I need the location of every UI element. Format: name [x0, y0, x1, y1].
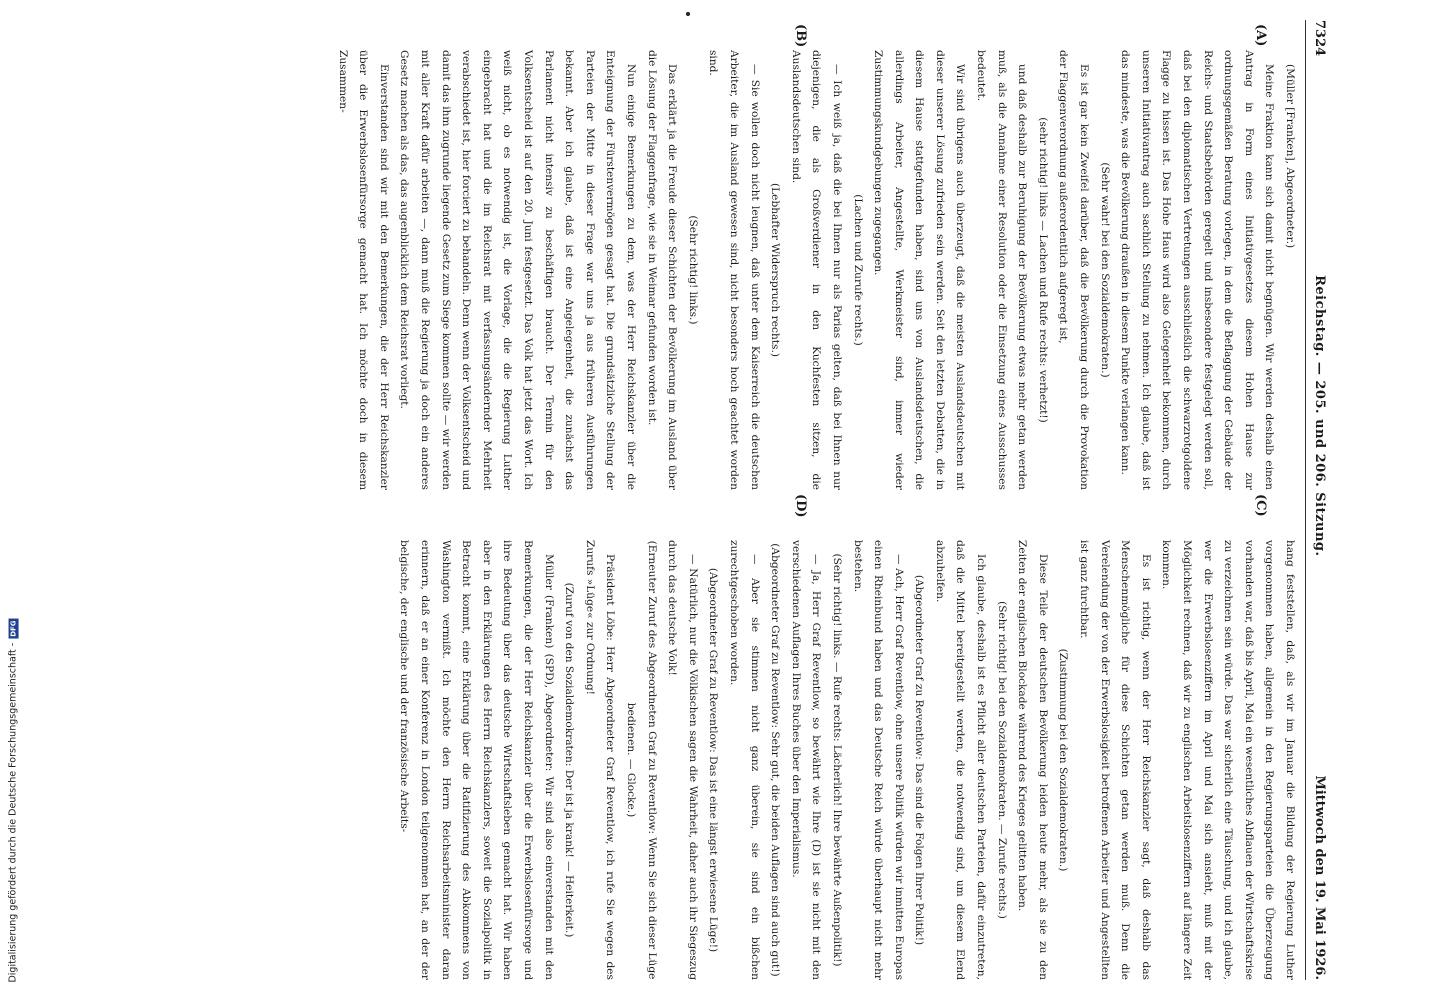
paragraph: Präsident Löbe: Herr Abgeordneter Graf Reventlow, ich rufe Sie wegen des Zurufs »Lüge« zur Ordnung! [583, 540, 617, 980]
interjection: (Abgeordneter Graf zu Reventlow: Das ist eine längst erwiesene Lüge!) [707, 567, 720, 953]
dfg-logo: DFG [9, 619, 17, 637]
paragraph: Müller (Franken) (SPD), Abgeordneter: Wir sind also einverstanden mit den Bemerkungen, die der Herr Reichskanzler über die Erwerbslosenfürsorge und ihre Bedeutung über das deutsche Wirtschaftsleben gemacht hat. Wir haben aber in den Erklärungen des Herrn Reichskanzlers, soweit die Sozialpolitik in Betracht kommt, eine Erklärung über die Ratifizierung des Abkommens von Washington vermißt. Ich möchte den Herrn Reichsarbeitsminister daran erinnern, daß er an einer Konferenz in London teilgenommen hat, an der der belgische, der englische und der französische Arbeits- [398, 540, 555, 980]
left-column [332, 50, 1300, 490]
interjection: (Sehr wahr! bei den Sozialdemokraten.) [1098, 162, 1111, 378]
punch-dot [686, 12, 690, 16]
interjection: (Erneuter Zuruf des Abgeordneten Graf zu Reventlow: Wenn Sie sich dieser Lüge bedienen. — Glocke.) [625, 540, 658, 980]
paragraph: — Ich weiß ja, daß die bei Ihnen nur als Parias gelten, daß bei Ihnen nur diejenigen, die als Großverdiener in den Kuchfesten sitzen, die Auslandsdeutschen sind. [789, 50, 843, 490]
paragraph: — Natürlich, nur die Völkischen sagen die Wahrheit, daher auch ihr Siegeszug durch das deutsche Volk! [666, 540, 699, 980]
footer [6, 605, 20, 995]
margin-mark-b: (B) [793, 24, 808, 48]
paragraph: — Sie wollen doch nicht leugnen, daß unter dem Kaiserreich die deutschen Arbeiter, die im Ausland gewesen sind, nicht besonders hoch geachtet worden sind. [707, 50, 761, 490]
paragraph: Es ist gar kein Zweifel darüber, daß die Bevölkerung durch die Provokation der Flaggenverordnung außerordentlich aufgeregt ist, [1057, 50, 1091, 490]
paragraph: Ich glaube, deshalb ist es Pflicht aller deutschen Parteien, dafür einzutreten, daß die Mittel bereitgestellt werden, die notwendig sind, um diesem Elend abzuhelfen. [933, 540, 988, 980]
header-rule [1305, 20, 1306, 980]
paragraph: Wir sind übrigens auch überzeugt, daß die meisten Auslandsdeutschen mit dieser unserer Lösung zufrieden sein werden. Seit den letzten Debatten, die in diesem Hause stattgefunden haben, sind uns von Auslandsdeutschen, die allerdings Arbeiter, Angestellte, Werkmeister sind, immer wieder Zustimmungskundgebungen zugegangen. [872, 50, 967, 490]
interjection: (Lachen und Zurufe rechts.) [851, 194, 864, 346]
paragraph: (Müller [Franken], Abgeordneter.) [1284, 64, 1296, 249]
document-page [90, 20, 1330, 1000]
page-header [1308, 20, 1330, 980]
paragraph: Nun einige Bemerkungen zu dem, was der Herr Reichskanzler über die Enteignung der Fürstenvermögen gesagt hat. Die grundsätzliche Stellung der Parteien der Mitte in dieser Frage war uns ja aus früheren Ausführungen bekannt. Aber ich glaube, daß ist eine Angelegenheit, die zunächst das Parlament nicht intensiv zu beschäftigen braucht. Der Termin für den Volksentscheid ist auf den 20. Juni festgesetzt. Das Volk hat jetzt das Wort. Ich weiß nicht, ob es notwendig ist, die Vorlage, die die Regierung Luther eingebracht hat und die im Reichsrat mit verfassungsändernder Mehrheit verabschiedet ist, hier forciert zu behandeln. Denn wenn der Volksentscheid und damit das ihm zugrunde liegende Gesetz zum Siege kommen sollte — wir werden mit aller Kraft dafür arbeiten —, dann muß die Regierung ja doch ein anderes Gesetz machen als das, das augenblicklich dem Reichsrat vorliegt. [398, 50, 637, 490]
interjection: (Abgeordneter Graf zu Reventlow: Sehr gut, die beiden Auflagen sind auch gut!) [769, 543, 782, 977]
paragraph: hang feststellen, daß, als wir im Januar die Bildung der Regierung Luther vorgenommen haben, allgemein in den Regierungsparteien die Überzeugung vorhanden war, daß bis April, Mai ein wesentliches Abflauen der Wirtschaftskrise zu verzeichnen sein würde. Das war sicherlich eine Täuschung, und ich glaube, wer die Erwerbslosenziffern im April und Mai sich ansieht, muß mit der Möglichkeit rechnen, daß wir zu englischen Arbeitslosenziffern auf längere Zeit kommen. [1160, 540, 1296, 980]
interjection: (Sehr richtig! bei den Sozialdemokraten. — Zurufe rechts.) [995, 601, 1008, 919]
interjection: (Zustimmung bei den Sozialdemokraten.) [1057, 648, 1070, 872]
paragraph: Es ist richtig, wenn der Herr Reichskanzler sagt, daß deshalb das Menschenmögliche für diese Schichten getan werden muß. Denn die Verelendung der von der Erwerbslosigkeit betroffenen Arbeiter und Angestellten ist ganz furchtbar. [1078, 540, 1152, 980]
interjection: (Sehr richtig! links. — Rufe rechts: Lächerlich! Ihre bewährte Außenpolitik!) [830, 553, 843, 967]
page-date: Mittwoch den 19. Mai 1926. [1312, 775, 1328, 980]
interjection: (Abgeordneter Graf zu Reventlow: Das sind die Folgen Ihrer Politik!) [913, 574, 926, 946]
paragraph: Diese Teile der deutschen Bevölkerung leiden heute mehr, als sie zu den Zeiten der englischen Blockade während des Krieges gelitten haben. [1016, 540, 1049, 980]
paragraph: Einverstanden sind wir mit den Bemerkungen, die der Herr Reichskanzler über die Erwerbslosenfürsorge gemacht hat. Ich möchte doch in diesem Zusammen- [336, 50, 390, 490]
page-title: Reichstag. — 205. und 206. Sitzung. [1312, 275, 1328, 557]
margin-mark-a: (A) [1253, 24, 1268, 47]
paragraph: — Ach, Herr Graf Reventlow, ohne unsere Politik würden wir inmitten Europas einen Rheinbund haben und das Deutsche Reich würde überhaupt nicht mehr bestehen. [851, 540, 905, 980]
interjection: (Sehr richtig! links.) [686, 215, 699, 325]
paragraph: — Aber sie stimmen nicht ganz überein, sie sind ein bißchen zurechtgeschoben worden. [727, 540, 761, 980]
interjection: (Lebhafter Widerspruch rechts.) [769, 183, 782, 357]
paragraph: — Ja, Herr Graf Reventlow, so bewährt wie Ihre (D) ist sie nicht mit den verschiedenen Auflagen Ihres Buches über den Imperialismus. [789, 540, 823, 980]
margin-mark-c: (C) [1253, 494, 1268, 517]
right-column [394, 540, 1300, 980]
margin-mark-d: (D) [793, 494, 808, 518]
interjection: (sehr richtig! links — Lachen und Rufe rechts: verhetzt!) [1036, 117, 1049, 423]
interjection: (Zuruf von den Sozialdemokraten: Der ist ja krank! — Heiterkeit.) [563, 582, 576, 938]
paragraph: und daß deshalb zur Beruhigung der Bevölkerung etwas mehr getan werden muß, als die Annahme einer Resolution oder die Einsetzung eines Ausschusses bedeutet. [975, 50, 1029, 490]
page-number: 7324 [1312, 20, 1328, 57]
footer-text: Digitalisierung gefördert durch die Deutsche Forschungsgemeinschaft - [7, 642, 19, 983]
paragraph: Meine Fraktion kann sich damit nicht begnügen. Wir werden deshalb einen Antrag in Form eines Initiativgesetzes diesem Hohen Hause zur ordnungsgemäßen Beratung vorlegen, in dem die Beflaggung der Gebäude der Reichs- und Staatsbehörden geregelt und insbesondere festgelegt werden soll, daß bei den diplomatischen Vertretungen ausschließlich die schwarzrotgoldene Flagge zu hissen ist. Das Hohe Haus wird also Gelegenheit bekommen, durch unseren Initiativantrag auch sachlich Stellung zu nehmen. Ich glaube, daß ist das mindeste, was die Bevölkerung draußen in diesem Punkte verlangen kann. [1119, 50, 1276, 490]
paragraph: Das erklärt ja die Freude dieser Schichten der Bevölkerung im Ausland über die Lösung der Flaggenfrage, wie sie in Weimar gefunden worden ist. [645, 50, 679, 490]
